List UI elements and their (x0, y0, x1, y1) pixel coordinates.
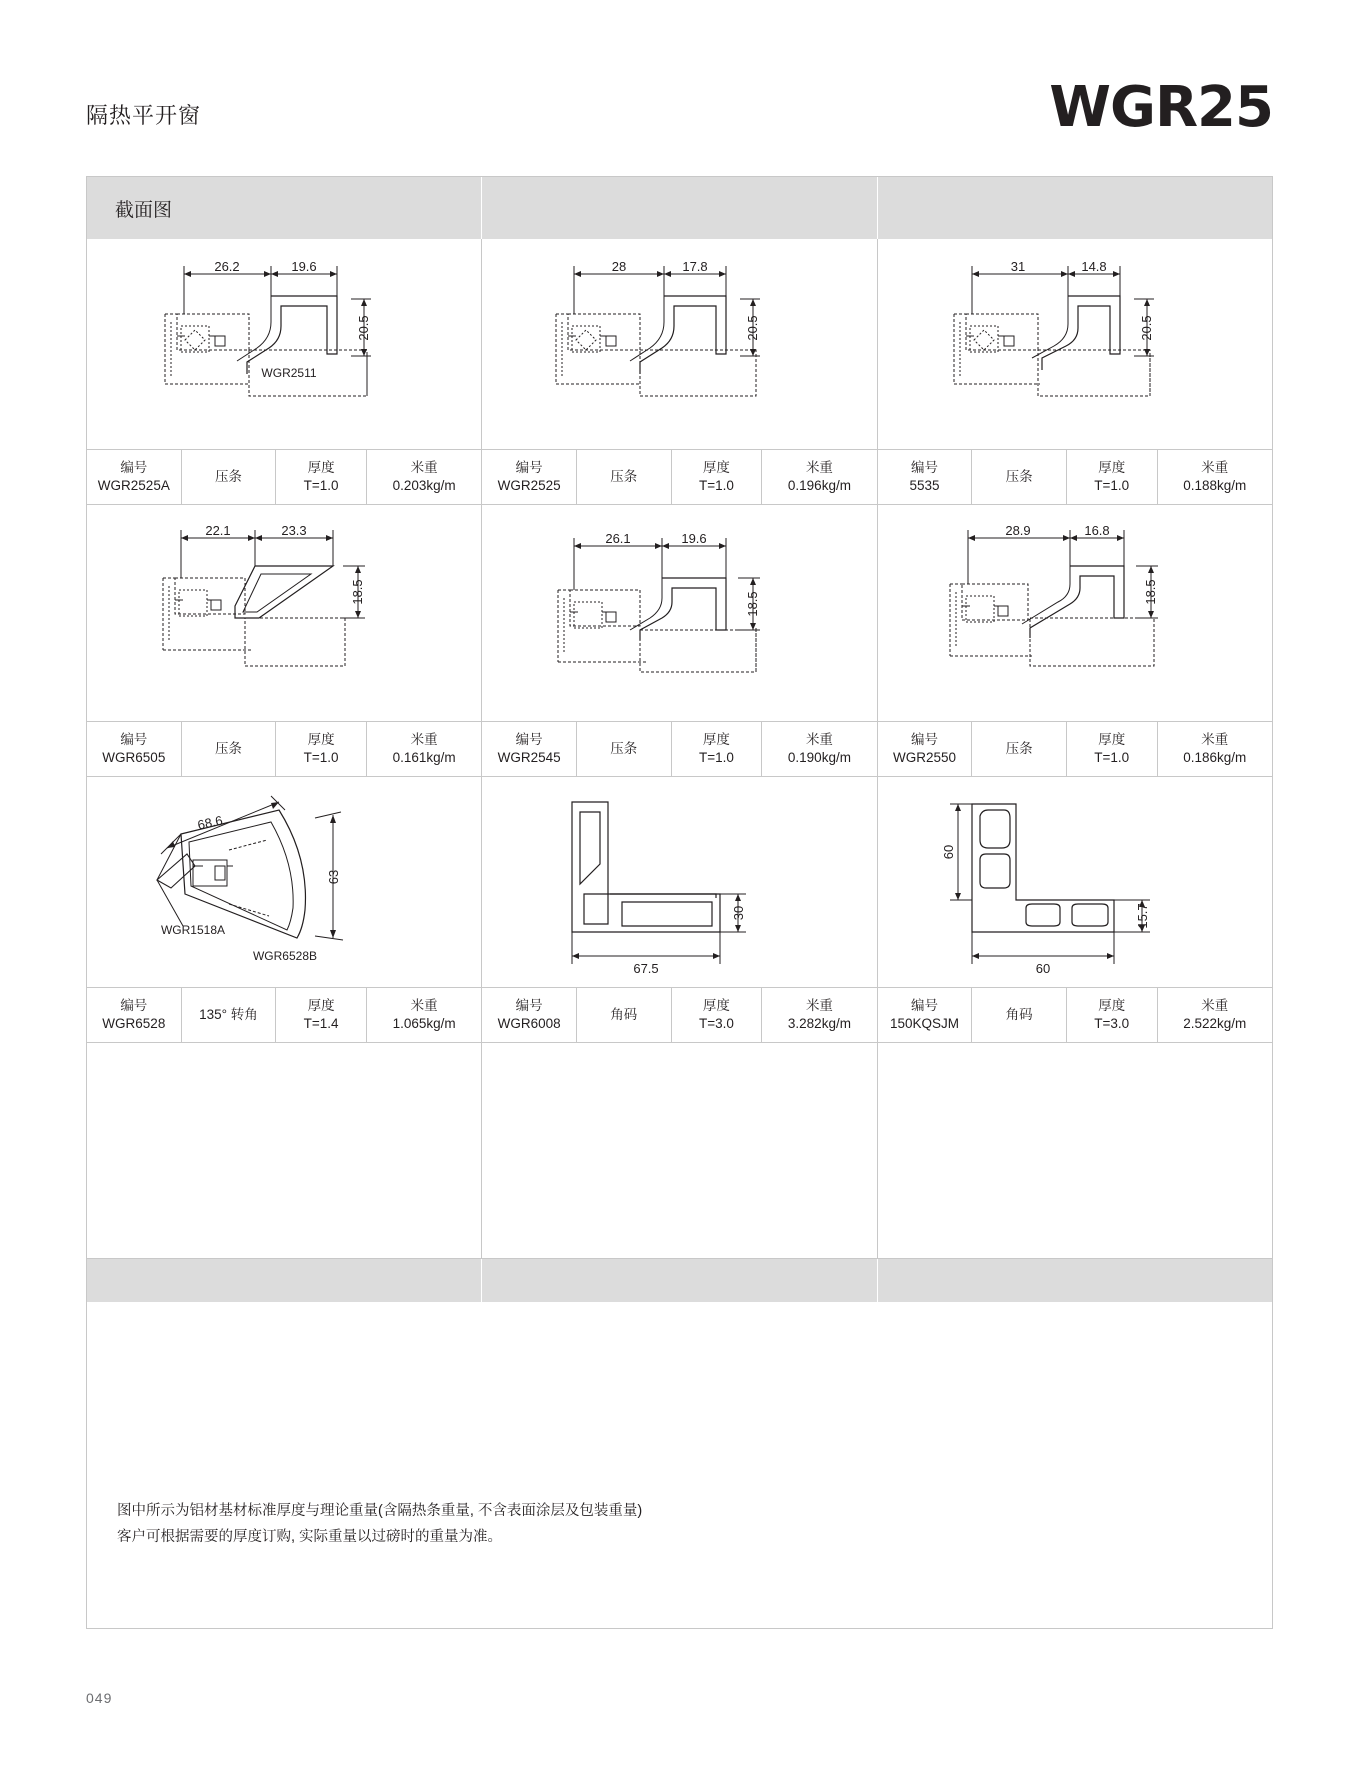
empty-cell-3 (878, 1043, 1272, 1258)
notes-block (117, 1499, 642, 1550)
spec-weight-value: 0.161kg/m (392, 750, 456, 765)
notes-line-1: 图中所示为铝材基材标准厚度与理论重量(含隔热条重量, 不含表面涂层及包装重量) (117, 1503, 643, 1520)
spec-thickness-label: 厚度 (1098, 731, 1126, 747)
spec-weight (1158, 722, 1272, 776)
spec-thickness-value: T=1.0 (1094, 750, 1130, 765)
bottom-band-cell-3 (878, 1259, 1272, 1302)
profile-drawing-wgr2545 (514, 508, 844, 718)
spec-weight-value: 0.190kg/m (787, 750, 851, 765)
spec-thickness (276, 722, 367, 776)
dim-label: 14.8 (1081, 259, 1107, 274)
spec-type-value: 角码 (610, 1006, 638, 1022)
spec-thickness (1067, 988, 1158, 1042)
spec-thickness-label: 厚度 (307, 459, 335, 475)
dim-label: 26.1 (605, 531, 632, 546)
spec-weight-label: 米重 (1201, 997, 1229, 1013)
dim-label: 20.5 (356, 315, 372, 341)
spec-type (972, 722, 1067, 776)
spec-thickness-label: 厚度 (307, 997, 335, 1013)
spec-type (577, 988, 672, 1042)
spec-row-3 (87, 987, 1272, 1043)
spec-type-value: 压条 (1005, 740, 1033, 756)
spec-thickness (672, 988, 763, 1042)
spec-number-value: WGR2525 (497, 478, 561, 493)
spec-group-wgr2545 (482, 722, 877, 776)
profile-drawing-wgr6528 (119, 782, 449, 982)
spec-group-wgr6528 (87, 988, 482, 1042)
series-code: WGR25 (1049, 75, 1273, 140)
spec-group-wgr6008 (482, 988, 877, 1042)
figure-row-2 (87, 505, 1272, 721)
dim-label: 28 (612, 259, 627, 274)
section-band-label-cell (87, 177, 482, 239)
spec-number (87, 722, 182, 776)
spec-number-label: 编号 (120, 997, 148, 1013)
spec-group-wgr6505 (87, 722, 482, 776)
spec-thickness-label: 厚度 (702, 459, 730, 475)
spec-number (87, 450, 182, 504)
spec-number-label: 编号 (910, 731, 938, 747)
page-header (86, 75, 1273, 145)
profile-drawing-wgr6505 (119, 508, 449, 718)
spec-weight-value: 3.282kg/m (787, 1016, 851, 1031)
spec-weight-label: 米重 (1201, 459, 1229, 475)
spec-thickness (276, 450, 367, 504)
section-band (87, 177, 1272, 239)
figure-row-3 (87, 777, 1272, 987)
spec-type-value: 压条 (1005, 468, 1033, 484)
spec-number-value: WGR6528 (102, 1016, 166, 1031)
dim-label: 18.5 (350, 579, 366, 605)
figure-cell-wgr6008 (482, 777, 877, 987)
spec-thickness-value: T=3.0 (698, 1016, 734, 1031)
spec-type (182, 722, 277, 776)
dim-label: 28.9 (1005, 523, 1031, 538)
spec-weight (762, 988, 876, 1042)
spec-weight-label: 米重 (805, 731, 833, 747)
dim-label: 20.5 (1138, 315, 1154, 341)
spec-number-label: 编号 (120, 731, 148, 747)
spec-type (182, 988, 277, 1042)
spec-number (878, 722, 973, 776)
profile-drawing-wgr2525a (119, 244, 449, 444)
dim-label: 15.7 (1134, 903, 1150, 929)
empty-figure-row (87, 1043, 1272, 1258)
dim-label: 67.5 (633, 961, 660, 976)
spec-thickness-value: T=1.0 (698, 750, 734, 765)
bottom-band (87, 1258, 1272, 1302)
spec-thickness (1067, 722, 1158, 776)
profile-code-label-2: WGR6528B (253, 949, 318, 963)
spec-weight (1158, 988, 1272, 1042)
dim-label: 22.1 (205, 523, 231, 538)
spec-weight-label: 米重 (410, 731, 438, 747)
spec-weight-value: 0.186kg/m (1183, 750, 1247, 765)
section-band-cell-2 (482, 177, 877, 239)
dim-label: 20.5 (745, 315, 761, 341)
spec-number-label: 编号 (910, 459, 938, 475)
spec-group-wgr2525a (87, 450, 482, 504)
spec-group-150kqsjm (878, 988, 1272, 1042)
profile-drawing-wgr2550 (910, 508, 1240, 718)
dim-label: 60 (940, 844, 956, 860)
spec-number-value: WGR6008 (497, 1016, 561, 1031)
spec-number (482, 450, 577, 504)
spec-number (482, 722, 577, 776)
spec-thickness-label: 厚度 (702, 731, 730, 747)
spec-type-value: 135° 转角 (199, 1006, 258, 1022)
spec-weight-label: 米重 (805, 459, 833, 475)
spec-weight-value: 0.196kg/m (787, 478, 851, 493)
empty-cell-1 (87, 1043, 482, 1258)
profile-drawing-5535 (910, 244, 1240, 444)
spec-group-5535 (878, 450, 1272, 504)
spec-weight (1158, 450, 1272, 504)
spec-number (482, 988, 577, 1042)
spec-thickness-value: T=1.0 (303, 478, 339, 493)
dim-label: 23.3 (281, 523, 307, 538)
section-band-cell-3 (878, 177, 1272, 239)
profile-table (86, 176, 1273, 1629)
dim-label: 19.6 (681, 531, 708, 546)
spec-weight-label: 米重 (410, 997, 438, 1013)
spec-thickness-value: T=1.0 (1094, 478, 1130, 493)
spec-weight (367, 450, 481, 504)
spec-weight-label: 米重 (1201, 731, 1229, 747)
bottom-band-cell-2 (482, 1259, 877, 1302)
spec-number-label: 编号 (515, 459, 543, 475)
figure-cell-wgr6505 (87, 505, 482, 721)
spec-thickness-label: 厚度 (307, 731, 335, 747)
spec-group-wgr2525 (482, 450, 877, 504)
spec-thickness-value: T=1.0 (698, 478, 734, 493)
spec-weight-value: 2.522kg/m (1183, 1016, 1247, 1031)
spec-number-label: 编号 (120, 459, 148, 475)
spec-thickness-value: T=1.0 (303, 750, 339, 765)
spec-thickness (276, 988, 367, 1042)
spec-type-value: 角码 (1005, 1006, 1033, 1022)
dim-label: 16.8 (1084, 523, 1110, 538)
dim-label: 31 (1010, 259, 1026, 274)
section-band-label: 截面图 (115, 199, 173, 221)
page-title: 隔热平开窗 (86, 104, 202, 129)
spec-type (182, 450, 277, 504)
spec-weight-value: 0.188kg/m (1183, 478, 1247, 493)
spec-number-label: 编号 (910, 997, 938, 1013)
figure-cell-wgr2525 (482, 239, 877, 449)
figure-cell-5535 (878, 239, 1272, 449)
spec-type-value: 压条 (610, 468, 638, 484)
spec-weight (762, 722, 876, 776)
spec-number-value: WGR6505 (102, 750, 166, 765)
spec-thickness (1067, 450, 1158, 504)
spec-row-2 (87, 721, 1272, 777)
spec-thickness-label: 厚度 (1098, 997, 1126, 1013)
spec-weight-label: 米重 (805, 997, 833, 1013)
spec-number-value: WGR2525A (97, 478, 170, 493)
spec-type (972, 988, 1067, 1042)
spec-thickness (672, 450, 763, 504)
spec-number (878, 988, 973, 1042)
figure-cell-wgr2545 (482, 505, 877, 721)
spec-weight-label: 米重 (410, 459, 438, 475)
spec-row-1 (87, 449, 1272, 505)
notes-line-2: 客户可根据需要的厚度订购, 实际重量以过磅时的重量为准。 (117, 1528, 503, 1545)
profile-drawing-wgr6008 (514, 782, 844, 982)
spec-number (878, 450, 973, 504)
spec-weight (762, 450, 876, 504)
spec-number-value: 150KQSJM (889, 1016, 959, 1031)
figure-row-1 (87, 239, 1272, 449)
spec-weight (367, 988, 481, 1042)
dim-label: 26.2 (214, 259, 240, 274)
spec-number-label: 编号 (515, 731, 543, 747)
spec-type (577, 722, 672, 776)
spec-weight (367, 722, 481, 776)
bottom-band-cell-1 (87, 1259, 482, 1302)
dim-label: 18.5 (1142, 579, 1158, 605)
dim-label: 63 (326, 869, 342, 885)
figure-cell-wgr6528 (87, 777, 482, 987)
profile-code-label: WGR2511 (261, 366, 317, 380)
spec-type (577, 450, 672, 504)
figure-cell-wgr2525a (87, 239, 482, 449)
dim-label: 68.6 (196, 812, 225, 833)
dim-label: 19.6 (291, 259, 317, 274)
spec-number (87, 988, 182, 1042)
profile-code-label: WGR1518A (161, 923, 226, 937)
spec-number-value: WGR2545 (497, 750, 561, 765)
spec-type-value: 压条 (214, 468, 242, 484)
figure-cell-150kqsjm (878, 777, 1272, 987)
spec-group-wgr2550 (878, 722, 1272, 776)
spec-type-value: 压条 (610, 740, 638, 756)
spec-thickness-label: 厚度 (1098, 459, 1126, 475)
spec-type (972, 450, 1067, 504)
spec-thickness-label: 厚度 (702, 997, 730, 1013)
spec-type-value: 压条 (214, 740, 242, 756)
profile-drawing-wgr2525 (514, 244, 844, 444)
spec-weight-value: 1.065kg/m (392, 1016, 456, 1031)
spec-number-value: 5535 (909, 478, 940, 493)
profile-drawing-150kqsjm (910, 782, 1240, 982)
dim-label: 60 (1035, 961, 1051, 976)
figure-cell-wgr2550 (878, 505, 1272, 721)
dim-label: 17.8 (682, 259, 709, 274)
empty-cell-2 (482, 1043, 877, 1258)
dim-label: 18.5 (745, 591, 761, 617)
spec-thickness (672, 722, 763, 776)
spec-number-label: 编号 (515, 997, 543, 1013)
spec-weight-value: 0.203kg/m (392, 478, 456, 493)
spec-number-value: WGR2550 (892, 750, 956, 765)
spec-thickness-value: T=3.0 (1094, 1016, 1130, 1031)
page-number: 049 (86, 1690, 113, 1706)
dim-label: 30 (731, 905, 747, 921)
spec-thickness-value: T=1.4 (303, 1016, 339, 1031)
